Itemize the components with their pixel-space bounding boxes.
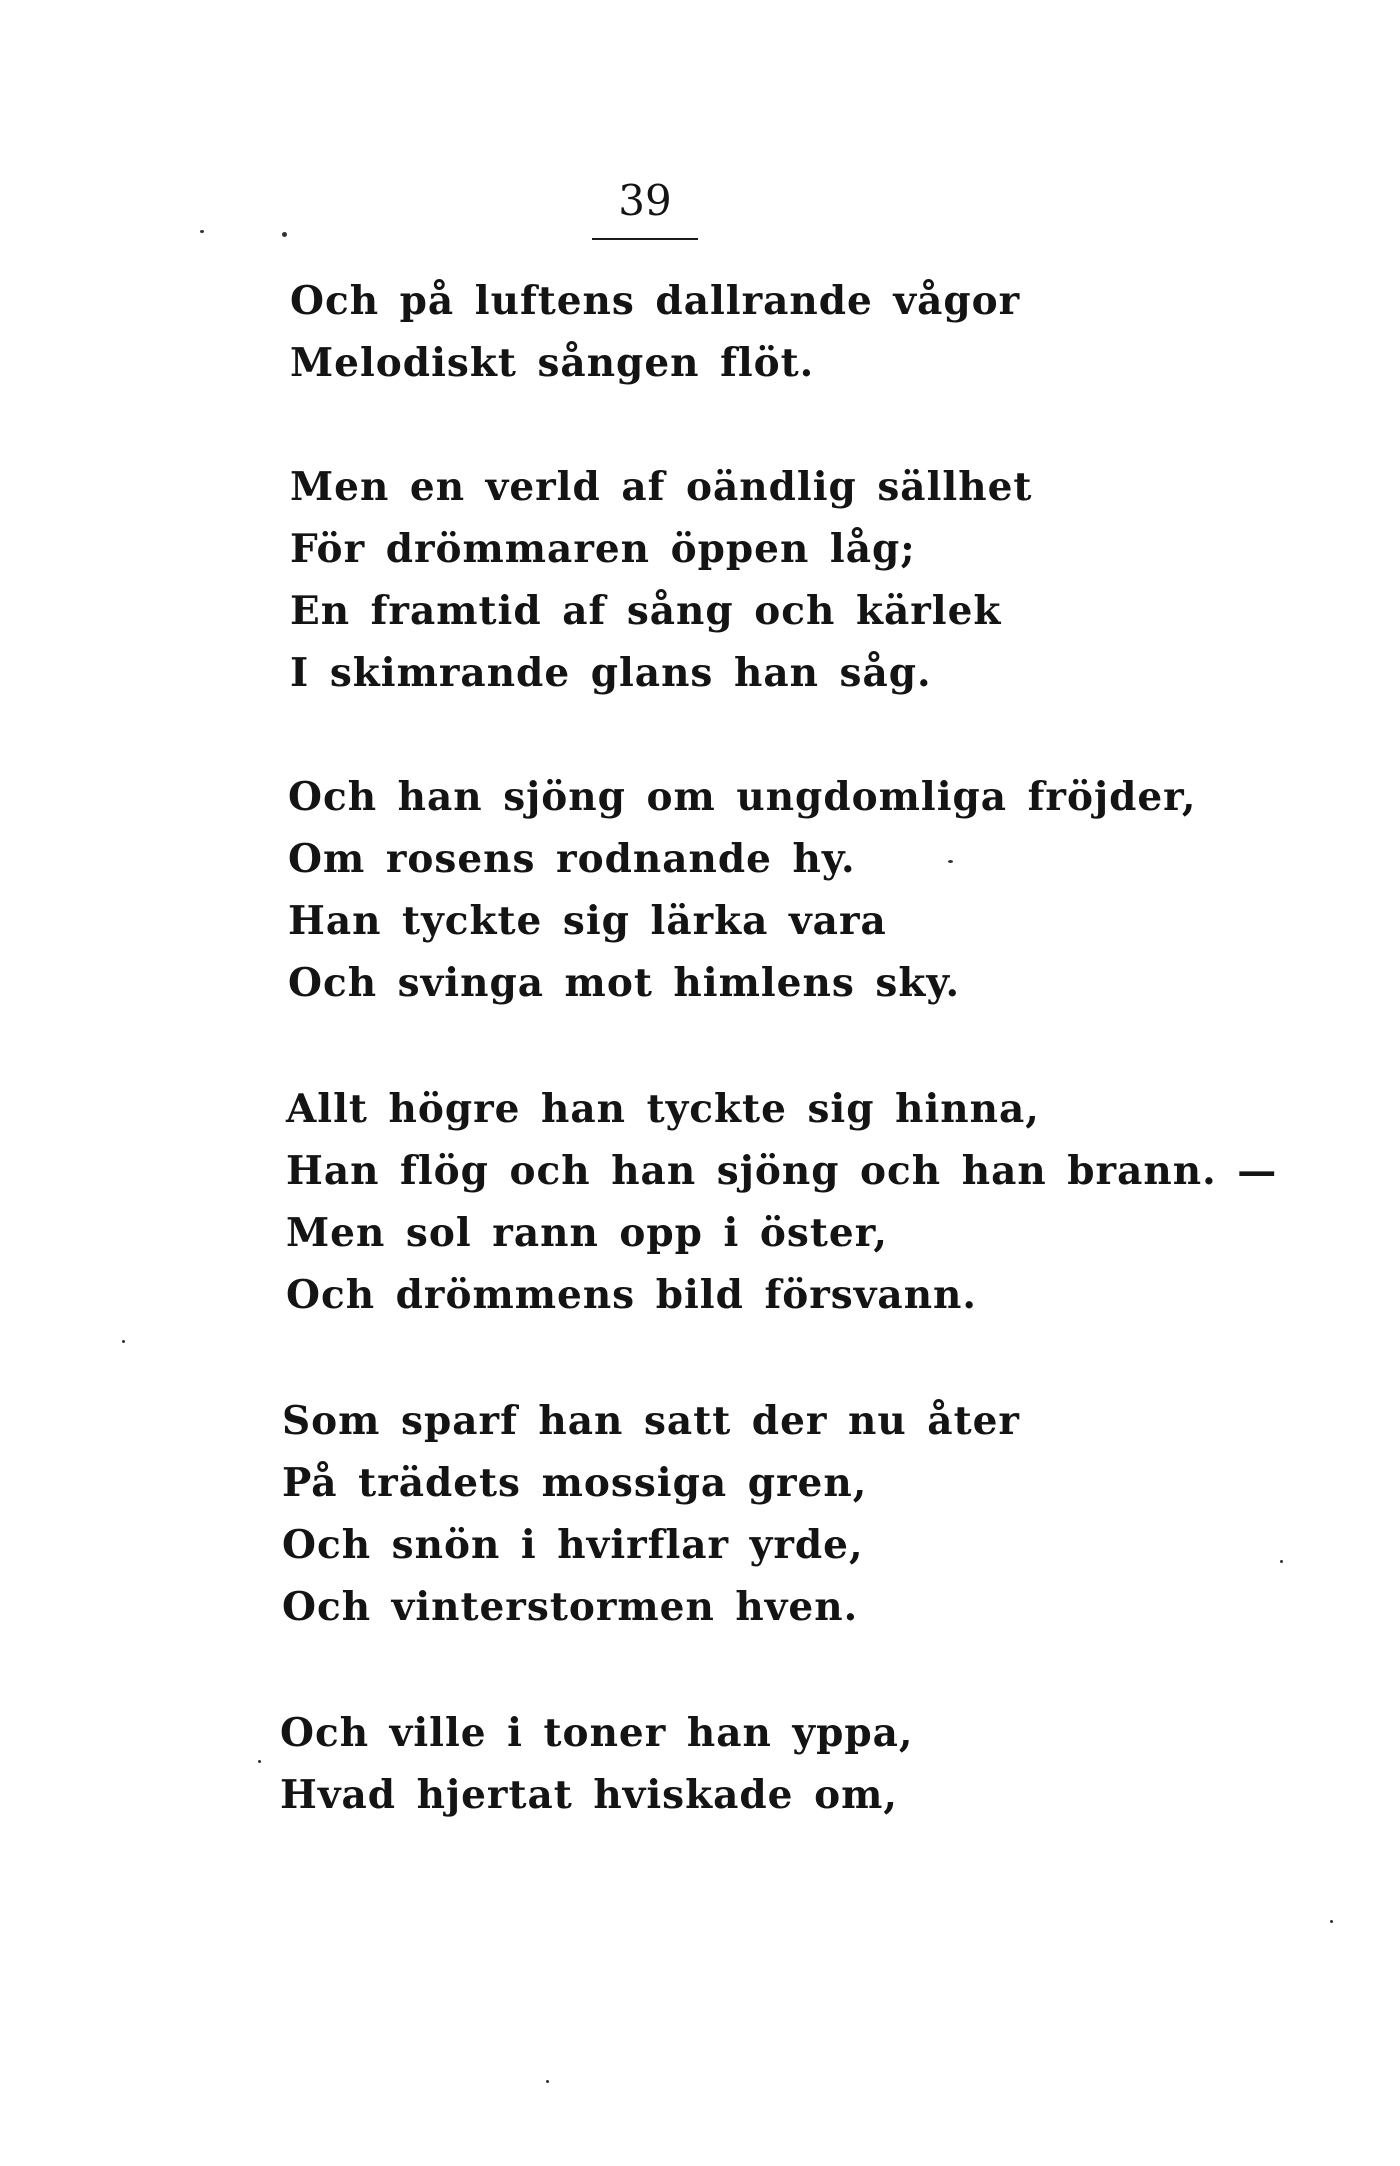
scan-speck xyxy=(122,1340,125,1343)
poem-line: Och han sjöng om ungdomliga fröjder, xyxy=(288,774,1197,820)
poem-line: Om rosens rodnande hy. xyxy=(288,836,856,882)
poem-line: I skimrande glans han såg. xyxy=(290,650,932,696)
poem-line: Och på luftens dallrande vågor xyxy=(290,278,1021,324)
scan-speck xyxy=(1280,1560,1283,1563)
poem-line: Och svinga mot himlens sky. xyxy=(288,960,961,1006)
page-number-rule xyxy=(592,238,698,240)
poem-line: Som sparf han satt der nu åter xyxy=(282,1398,1020,1444)
scan-speck xyxy=(282,232,287,237)
poem-line: För drömmaren öppen låg; xyxy=(290,526,916,572)
poem-line: Och vinterstormen hven. xyxy=(282,1584,859,1630)
scan-speck xyxy=(1330,1920,1333,1923)
poem-line: Och drömmens bild försvann. xyxy=(286,1272,977,1318)
poem-line: Melodiskt sången flöt. xyxy=(290,340,815,386)
scan-speck xyxy=(546,2080,549,2083)
poem-line: Han tyckte sig lärka vara xyxy=(288,898,887,944)
scan-speck xyxy=(258,1760,261,1763)
scan-speck xyxy=(200,230,204,233)
poem-line: Allt högre han tyckte sig hinna, xyxy=(286,1086,1040,1132)
poem-line: En framtid af sång och kärlek xyxy=(290,588,1002,634)
poem-line: Och ville i toner han yppa, xyxy=(280,1710,914,1756)
poem-line: Men en verld af oändlig sällhet xyxy=(290,464,1033,510)
scan-speck xyxy=(948,860,953,863)
poem-line: Och snön i hvirflar yrde, xyxy=(282,1522,864,1568)
poem-line: Han flög och han sjöng och han brann. — xyxy=(286,1148,1278,1194)
page-number: 39 xyxy=(618,176,672,225)
poem-line: Men sol rann opp i öster, xyxy=(286,1210,888,1256)
poem-line: På trädets mossiga gren, xyxy=(282,1460,868,1506)
poem-line: Hvad hjertat hviskade om, xyxy=(280,1772,898,1818)
